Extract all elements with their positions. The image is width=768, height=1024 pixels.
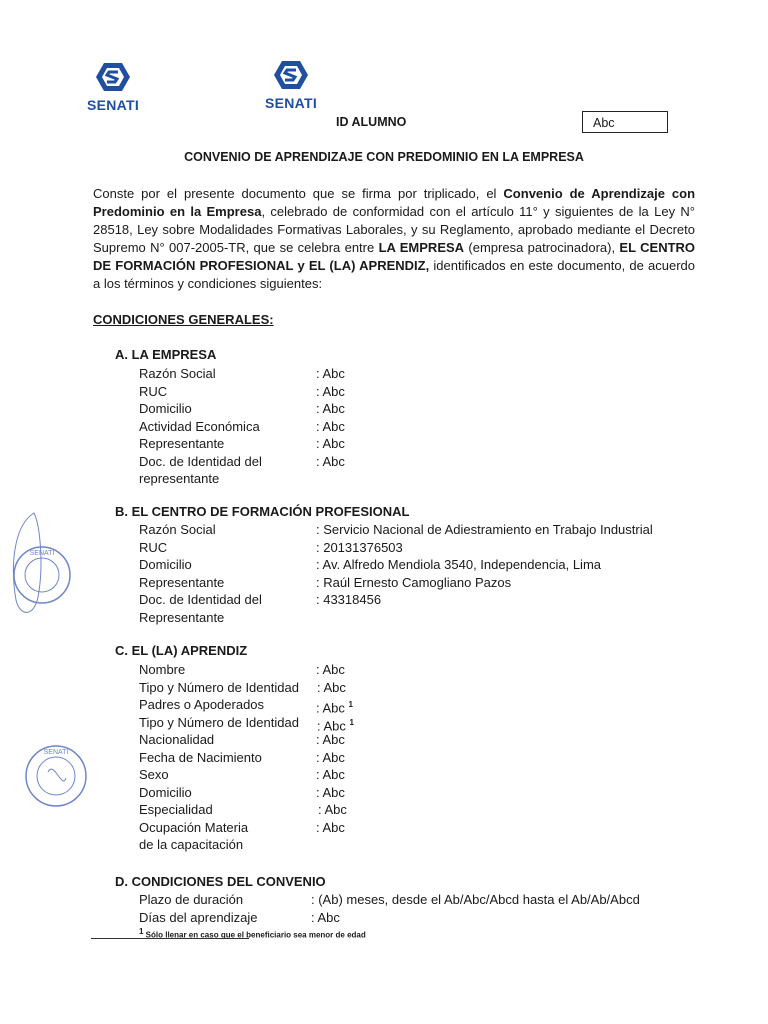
row-value: : Abc xyxy=(311,909,340,925)
row-label: Representante xyxy=(139,609,225,625)
seal-bottom-text: SENATI xyxy=(43,749,69,756)
row-label: Representante xyxy=(139,574,225,590)
row-value: : Abc xyxy=(316,732,345,747)
section-b-title: B. EL CENTRO DE FORMACIÓN PROFESIONAL xyxy=(115,504,410,519)
row-value: : Abc xyxy=(316,401,345,416)
row-value: : 20131376503 xyxy=(316,539,403,555)
row-label: representante xyxy=(139,471,220,486)
row-label: Nacionalidad xyxy=(139,732,215,747)
row-value: : Abc xyxy=(316,366,345,381)
senati-emblem-icon xyxy=(95,62,131,92)
row-label: Plazo de duración xyxy=(139,892,244,907)
seal-top-text: SENATI xyxy=(29,550,55,557)
document-title: CONVENIO DE APRENDIZAJE CON PREDOMINIO EN LA EMPRESA xyxy=(184,150,584,164)
id-alumno-field[interactable]: Abc xyxy=(582,111,668,133)
row-value: : (Ab) meses, desde el Ab/Abc/Abcd hasta el Ab/Ab/Abcd xyxy=(311,892,640,907)
row-value: : Abc $^1$ xyxy=(316,700,353,716)
row-label: Especialidad xyxy=(139,802,213,817)
row-value: : Servicio Nacional de Adiestramiento en Trabajo Industrial xyxy=(316,522,653,537)
section-d-title: D. CONDICIONES DEL CONVENIO xyxy=(115,874,326,889)
row-label: Fecha de Nacimiento xyxy=(139,749,262,765)
row-label: de la capacitación xyxy=(139,837,244,852)
row-label: Domicilio xyxy=(139,401,192,416)
logo-left-text: SENATI xyxy=(86,97,140,113)
row-value: : Abc xyxy=(316,767,345,782)
intro-paragraph: Conste por el presente documento que se firma por triplicado, el Convenio de Aprendizaje con Predominio en la Empresa, celebrado de conformidad con el artículo 11° y siguientes de la Ley N° 28518, Ley sobre Modalidades Formativas Laborales, y su Reglamento, aprobado mediante el Decreto Supremo N° 007-2005-TR, que se celebra entre LA EMPRESA (empresa patrocinadora), EL CENTRO DE FORMACIÓN PROFESIONAL y EL (LA) APRENDIZ, identificados en este documento, de acuerdo a los términos y condiciones siguientes: xyxy=(93,186,696,291)
logo-right-text: SENATI xyxy=(264,95,318,111)
row-label: Doc. de Identidad del xyxy=(139,453,262,469)
senati-seal-stamp xyxy=(4,505,74,625)
footnote: $^1$ Sólo llenar en caso que el beneficiario sea menor de edad xyxy=(139,927,366,940)
row-value: : Abc xyxy=(316,784,345,800)
row-label: RUC xyxy=(139,383,168,399)
row-value: : 43318456 xyxy=(316,592,382,607)
row-value: : Abc xyxy=(316,453,345,469)
row-value: : Abc xyxy=(316,819,345,835)
row-value: : Raúl Ernesto Camogliano Pazos xyxy=(316,574,512,590)
row-value: : Abc xyxy=(316,749,345,765)
id-alumno-label: ID ALUMNO xyxy=(336,115,407,129)
row-value: : Abc $^1$ xyxy=(317,717,354,733)
row-value: : Abc xyxy=(318,802,347,817)
row-value: : Abc xyxy=(316,418,345,434)
section-c-title: C. EL (LA) APRENDIZ xyxy=(115,643,248,658)
row-value: : Abc xyxy=(316,436,345,451)
row-label: Razón Social xyxy=(139,366,216,381)
row-value: : Abc xyxy=(316,662,345,677)
row-label: Ocupación Materia xyxy=(139,819,249,835)
conditions-heading: CONDICIONES GENERALES: xyxy=(93,312,274,327)
row-label: Días del aprendizaje xyxy=(139,909,258,925)
row-label: Padres o Apoderados xyxy=(139,697,265,712)
row-label: Domicilio xyxy=(139,557,192,572)
row-value: : Abc xyxy=(317,679,346,695)
row-label: Doc. de Identidad del xyxy=(139,592,262,607)
row-label: Sexo xyxy=(139,767,169,782)
senati-emblem-icon xyxy=(273,60,309,90)
row-label: RUC xyxy=(139,539,168,555)
row-label: Tipo y Número de Identidad xyxy=(139,679,299,695)
row-label: Razón Social xyxy=(139,522,216,537)
section-a-title: A. LA EMPRESA xyxy=(115,347,217,362)
row-value: : Abc xyxy=(316,383,345,399)
row-label: Tipo y Número de Identidad xyxy=(139,714,299,730)
footnote-divider xyxy=(91,938,249,939)
senati-logo-left xyxy=(68,62,158,113)
row-value: : Av. Alfredo Mendiola 3540, Independencia, Lima xyxy=(316,557,601,572)
row-label: Nombre xyxy=(139,662,186,677)
row-label: Representante xyxy=(139,436,225,451)
row-label: Actividad Económica xyxy=(139,418,260,434)
senati-logo-right xyxy=(246,60,336,111)
senati-seal-stamp xyxy=(18,740,94,812)
row-label: Domicilio xyxy=(139,784,192,800)
